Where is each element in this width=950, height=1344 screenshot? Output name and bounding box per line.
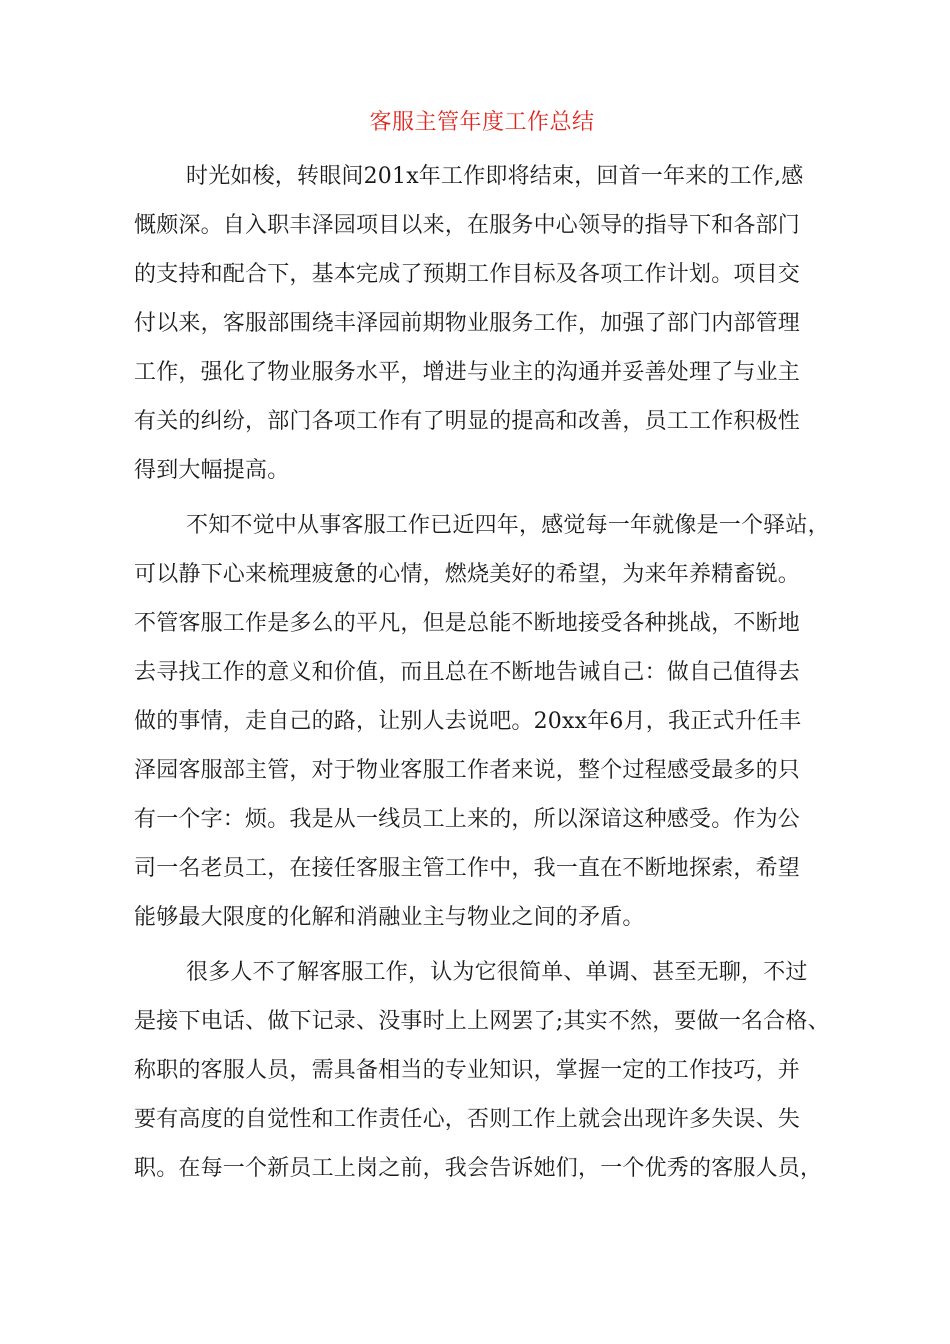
- text-line: 不管客服工作是多么的平凡，但是总能不断地接受各种挑战，不断地: [134, 611, 801, 636]
- document-page: [134, 108, 830, 1193]
- text-line: 是接下电话、做下记录、没事时上上网罢了;其实不然，要做一名合格、: [134, 1009, 830, 1034]
- text-line: 的支持和配合下，基本完成了预期工作目标及各项工作计划。项目交: [134, 262, 801, 287]
- text-line: 有一个字：烦。我是从一线员工上来的，所以深谙这种感受。作为公: [134, 807, 801, 832]
- text-line: 时光如梭，转眼间201x年工作即将结束，回首一年来的工作,感: [186, 164, 804, 189]
- text-line: 有关的纠纷，部门各项工作有了明显的提高和改善，员工工作积极性: [134, 409, 801, 434]
- text-line: 慨颇深。自入职丰泽园项目以来，在服务中心领导的指导下和各部门: [134, 213, 801, 238]
- paragraph-3: [134, 948, 830, 1193]
- paragraph-2: [134, 501, 830, 942]
- text-line: 可以静下心来梳理疲惫的心情，燃烧美好的希望，为来年养精畜锐。: [134, 562, 801, 587]
- text-line: 工作，强化了物业服务水平，增进与业主的沟通并妥善处理了与业主: [134, 360, 801, 385]
- text-line: 泽园客服部主管，对于物业客服工作者来说，整个过程感受最多的只: [134, 758, 801, 783]
- text-line: 做的事情，走自己的路，让别人去说吧。20xx年6月，我正式升任丰: [134, 709, 802, 734]
- text-line: 付以来，客服部围绕丰泽园前期物业服务工作，加强了部门内部管理: [134, 311, 801, 336]
- text-line: 职。在每一个新员工上岗之前，我会告诉她们，一个优秀的客服人员，: [134, 1156, 823, 1181]
- text-line: 得到大幅提高。: [134, 458, 290, 483]
- text-line: 要有高度的自觉性和工作责任心，否则工作上就会出现许多失误、失: [134, 1107, 801, 1132]
- text-line: 称职的客服人员，需具备相当的专业知识，掌握一定的工作技巧，并: [134, 1058, 801, 1083]
- text-line: 去寻找工作的意义和价值，而且总在不断地告诫自己：做自己值得去: [134, 660, 801, 685]
- paragraph-1: [134, 152, 824, 495]
- text-line: 不知不觉中从事客服工作已近四年，感觉每一年就像是一个驿站，: [186, 513, 830, 538]
- text-line: 能够最大限度的化解和消融业主与物业之间的矛盾。: [134, 905, 645, 930]
- text-line: 很多人不了解客服工作，认为它很简单、单调、甚至无聊，不过: [186, 960, 808, 985]
- document-title: 客服主管年度工作总结: [369, 110, 595, 135]
- text-line: 司一名老员工，在接任客服主管工作中，我一直在不断地探索，希望: [134, 856, 801, 881]
